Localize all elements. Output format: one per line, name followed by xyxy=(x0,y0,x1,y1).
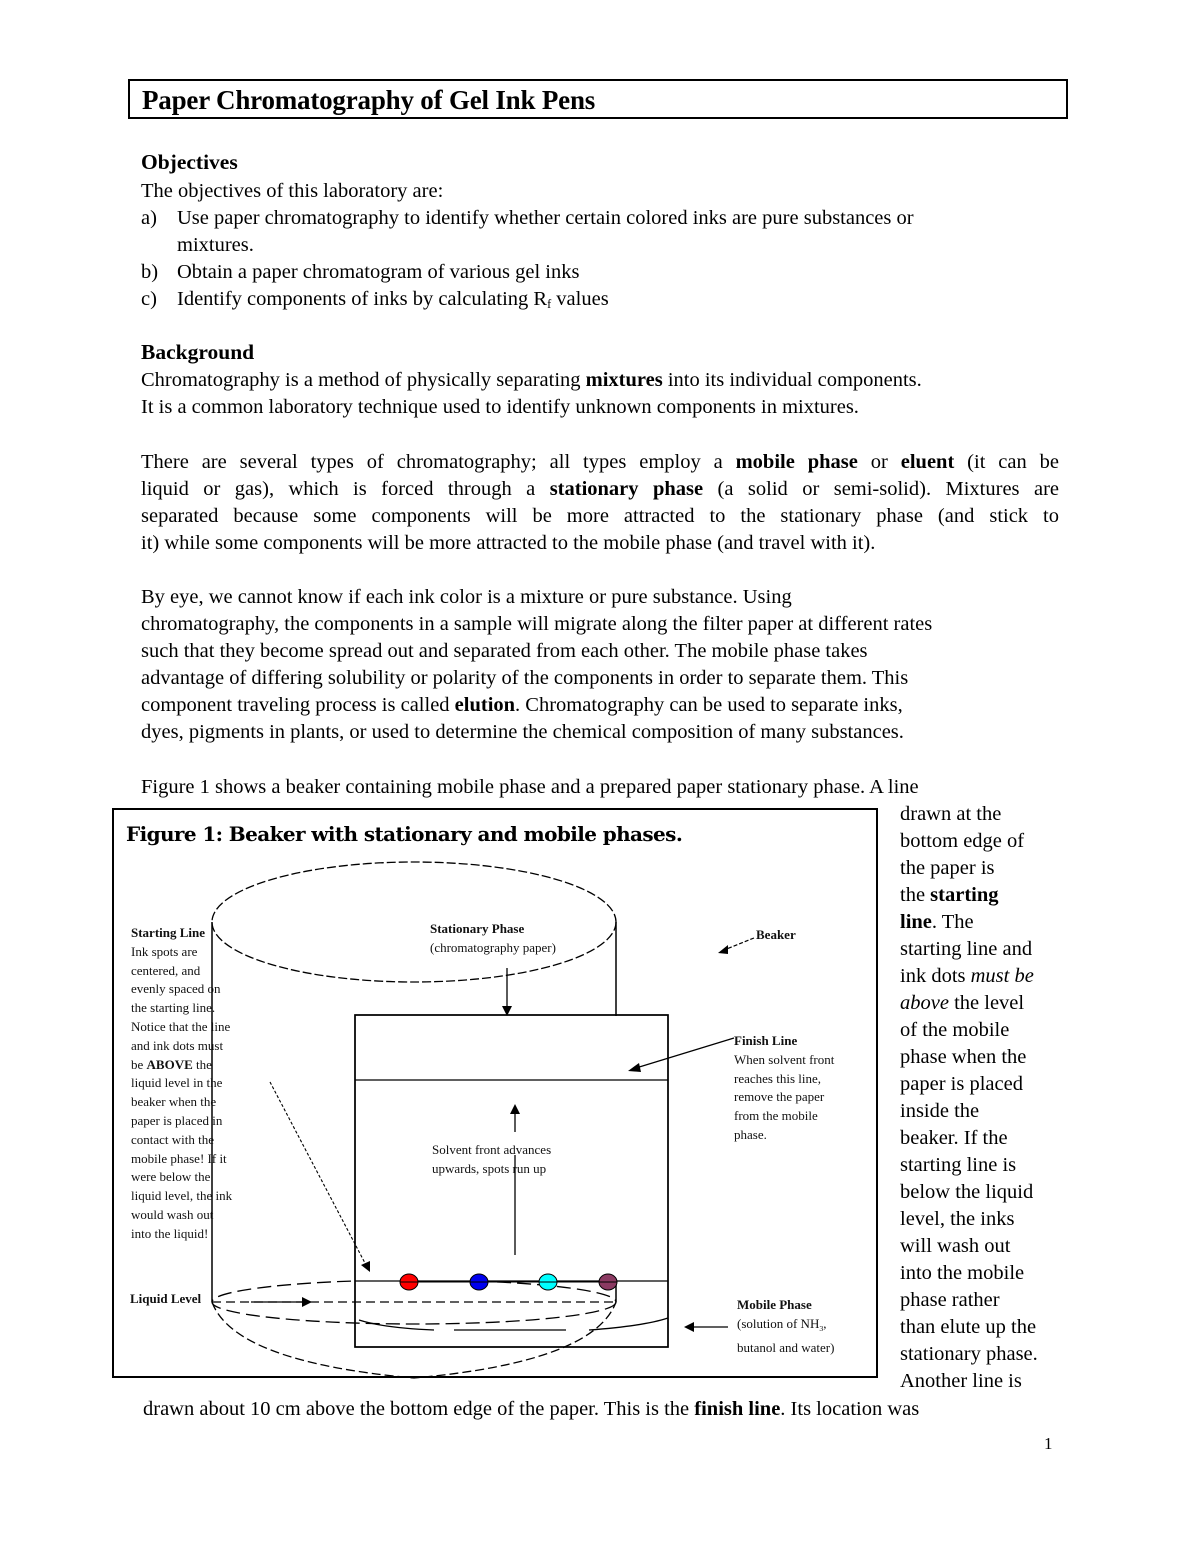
text-run: ink dots xyxy=(900,965,971,987)
arrow-head-icon xyxy=(684,1322,694,1332)
paragraph-line: It is a common laboratory technique used to identify unknown components in mixtures. xyxy=(141,396,859,418)
figure-title: Figure 1: Beaker with stationary and mobile phases. xyxy=(126,822,683,846)
paragraph-line: it) while some components will be more attracted to the mobile phase (and travel with it). xyxy=(141,532,876,554)
page-title: Paper Chromatography of Gel Ink Pens xyxy=(142,85,596,115)
text-run: (solution of NH xyxy=(737,1315,820,1331)
objectives-heading: Objectives xyxy=(141,150,238,174)
label-line: contact with the xyxy=(131,1131,215,1147)
side-text-line: than elute up the xyxy=(900,1316,1037,1338)
arrow-head-icon xyxy=(718,945,728,954)
label-line: upwards, spots run up xyxy=(432,1160,547,1176)
text-run: the xyxy=(900,884,931,906)
side-text-line: will wash out xyxy=(900,1235,1011,1257)
starting-line-label xyxy=(131,924,232,1244)
label-line: evenly spaced on xyxy=(131,981,221,997)
stationary-phase-label xyxy=(430,920,556,958)
side-text-line: the paper is xyxy=(900,857,995,879)
mobile-phase-label xyxy=(737,1296,834,1357)
side-text-line: inside the xyxy=(900,1100,980,1122)
side-text-line xyxy=(900,882,999,909)
arrow-head-icon xyxy=(302,1297,312,1307)
paragraph-line: chromatography, the components in a sample will migrate along the filter paper at different rates xyxy=(141,613,933,635)
paragraph-line: Figure 1 shows a beaker containing mobile phase and a prepared paper stationary phase. A line xyxy=(141,776,919,798)
italic-term: above xyxy=(900,992,949,1014)
page-number: 1 xyxy=(1044,1434,1053,1453)
side-text-line: of the mobile xyxy=(900,1019,1010,1041)
label-line: butanol and water) xyxy=(737,1339,835,1355)
text-run: . Its location was xyxy=(780,1398,920,1420)
text-run: Identify components of inks by calculating R xyxy=(177,288,548,310)
text-run: be xyxy=(131,1056,147,1072)
paragraph-line xyxy=(141,367,922,394)
objective-text-cont: mixtures. xyxy=(177,234,254,256)
bold-term: mixtures xyxy=(585,369,663,391)
text-run: or xyxy=(857,451,901,473)
label-line: and ink dots must xyxy=(131,1037,224,1053)
list-marker: c) xyxy=(141,288,157,310)
paragraph-line xyxy=(141,449,1059,476)
list-marker: a) xyxy=(141,207,157,229)
label-line xyxy=(131,1056,232,1075)
bold-term: line xyxy=(900,911,932,933)
label-line: Notice that the line xyxy=(131,1018,231,1034)
label-line: liquid level in the xyxy=(131,1075,223,1091)
solvent-front-label xyxy=(432,1141,551,1179)
bold-term: starting xyxy=(930,884,999,906)
label-line: would wash out xyxy=(131,1206,214,1222)
text-run: There are several types of chromatography; all types employ a xyxy=(141,451,736,473)
paragraph-line: By eye, we cannot know if each ink color is a mixture or pure substance. Using xyxy=(141,586,792,608)
paragraph-line xyxy=(141,476,1059,503)
label-heading: Liquid Level xyxy=(130,1291,202,1306)
text-run: . The xyxy=(931,911,974,933)
subscript: 3 xyxy=(819,1323,824,1333)
label-line xyxy=(737,1315,834,1339)
label-line: into the liquid! xyxy=(131,1225,209,1241)
text-run: component traveling process is called xyxy=(141,694,455,716)
side-text-line: beaker. If the xyxy=(900,1127,1008,1149)
bold-term: elution xyxy=(454,694,516,716)
label-line: Ink spots are xyxy=(131,943,198,959)
bold-term: finish line xyxy=(694,1398,781,1420)
label-line: were below the xyxy=(131,1169,211,1185)
text-run: values xyxy=(551,288,609,310)
label-line: (chromatography paper) xyxy=(430,939,556,955)
bold-term: eluent xyxy=(900,451,955,473)
label-line: When solvent front xyxy=(734,1051,835,1067)
label-line: mobile phase! If it xyxy=(131,1150,227,1166)
finish-line-label xyxy=(734,1032,834,1145)
label-line: liquid level, the ink xyxy=(131,1188,233,1204)
side-text-line: below the liquid xyxy=(900,1181,1034,1203)
side-text-line xyxy=(900,990,1024,1017)
label-line: beaker when the xyxy=(131,1094,217,1110)
text-run: drawn about 10 cm above the bottom edge of the paper. This is the xyxy=(143,1398,695,1420)
text-run: the level xyxy=(948,992,1025,1014)
paragraph-line: separated because some components will be more attracted to the stationary phase (and stick to xyxy=(141,505,1059,527)
objective-text xyxy=(177,286,609,318)
label-line: paper is placed in xyxy=(131,1112,223,1128)
side-text-line: phase when the xyxy=(900,1046,1027,1068)
beaker-bottom xyxy=(212,1302,616,1378)
objectives-intro: The objectives of this laboratory are: xyxy=(141,180,444,202)
label-heading: Stationary Phase xyxy=(430,921,525,936)
text-run: Chromatography is a method of physically separating xyxy=(141,369,586,391)
bold-term: mobile phase xyxy=(735,451,858,473)
text-run: . Chromatography can be used to separate inks, xyxy=(515,694,903,716)
title-box xyxy=(128,79,1068,119)
figure-1 xyxy=(112,808,878,1378)
subscript: f xyxy=(547,297,552,311)
side-text-line: into the mobile xyxy=(900,1262,1025,1284)
side-text-line: drawn at the xyxy=(900,803,1002,825)
label-heading: Starting Line xyxy=(131,925,206,940)
text-run: (a solid or semi-solid). Mixtures are xyxy=(703,478,1059,500)
side-text-line: starting line is xyxy=(900,1154,1017,1176)
side-text-line: paper is placed xyxy=(900,1073,1023,1095)
paragraph-line xyxy=(141,692,903,719)
side-text-line: level, the inks xyxy=(900,1208,1015,1230)
label-line: from the mobile xyxy=(734,1108,818,1124)
bold-term: stationary phase xyxy=(549,478,704,500)
label-heading: Mobile Phase xyxy=(737,1297,812,1312)
objective-text: Use paper chromatography to identify whether certain colored inks are pure substances or xyxy=(177,207,914,229)
label-line: remove the paper xyxy=(734,1089,825,1105)
liquid-level-label xyxy=(130,1290,201,1309)
label-line: phase. xyxy=(734,1126,767,1142)
paragraph-line xyxy=(143,1396,919,1423)
label-heading: Finish Line xyxy=(734,1033,798,1048)
text-run: liquid or gas), which is forced through a xyxy=(141,478,550,500)
paragraph-line: advantage of differing solubility or polarity of the components in order to separate them. This xyxy=(141,667,909,689)
label-line: Solvent front advances xyxy=(432,1142,552,1157)
label-line: centered, and xyxy=(131,962,201,978)
side-text-line: bottom edge of xyxy=(900,830,1025,852)
text-run: (it can be xyxy=(954,451,1059,473)
label-heading: Beaker xyxy=(756,927,796,942)
side-text-line: starting line and xyxy=(900,938,1033,960)
text-run: the xyxy=(192,1056,212,1072)
label-line: reaches this line, xyxy=(734,1070,821,1086)
paragraph-line: such that they become spread out and separated from each other. The mobile phase takes xyxy=(141,640,868,662)
side-text-line: phase rather xyxy=(900,1289,1000,1311)
label-line: the starting line. xyxy=(131,1000,216,1016)
side-text-line xyxy=(900,963,1034,990)
bold-term: ABOVE xyxy=(146,1056,193,1072)
side-text-line xyxy=(900,909,974,936)
italic-term: must be xyxy=(970,965,1034,987)
text-run: , xyxy=(823,1315,827,1331)
side-text-line: stationary phase. xyxy=(900,1343,1038,1365)
beaker-label xyxy=(756,926,796,945)
paragraph-line: dyes, pigments in plants, or used to determine the chemical composition of many substances. xyxy=(141,721,904,743)
list-marker: b) xyxy=(141,261,159,283)
side-text-line: Another line is xyxy=(900,1370,1022,1392)
objective-text: Obtain a paper chromatogram of various gel inks xyxy=(177,261,580,283)
background-heading: Background xyxy=(141,340,255,364)
text-run: into its individual components. xyxy=(662,369,922,391)
